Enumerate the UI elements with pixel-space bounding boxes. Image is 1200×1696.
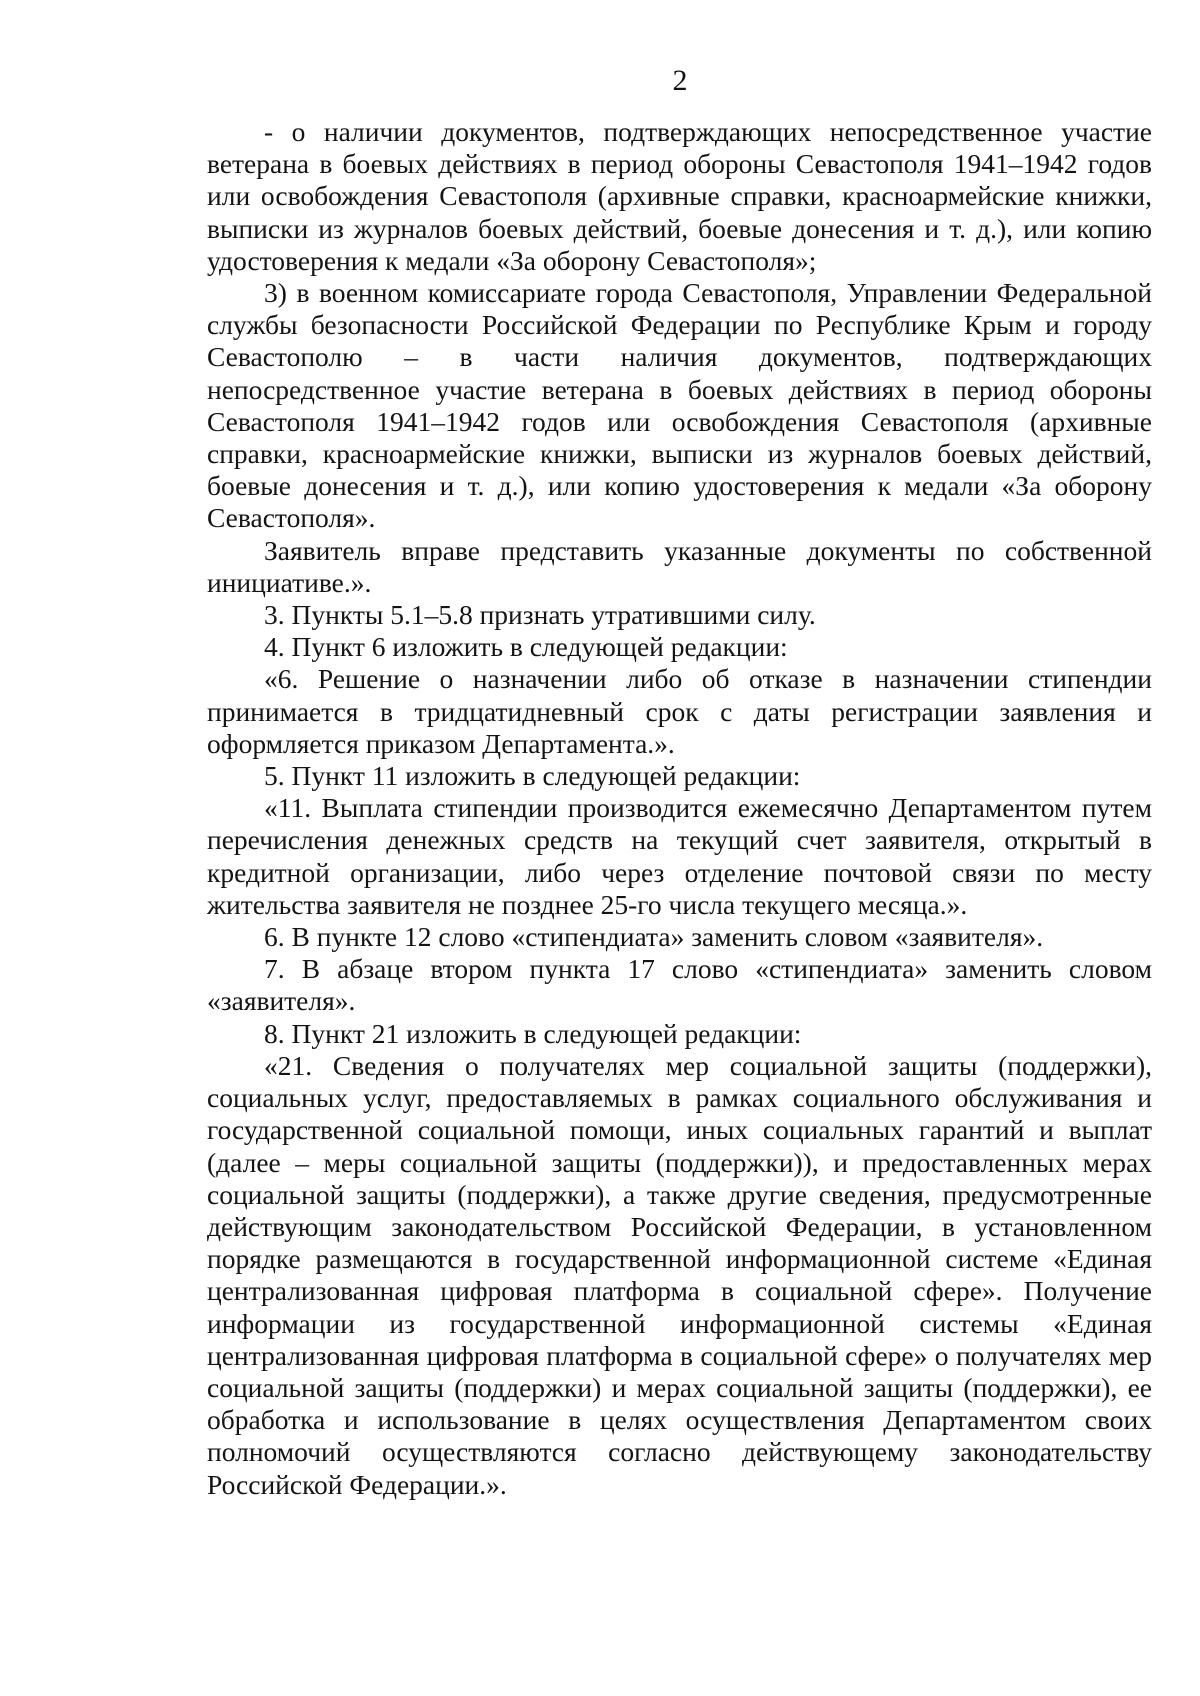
paragraph-item-7: 7. В абзаце втором пункта 17 слово «стипендиата» заменить словом «заявителя». — [207, 953, 1152, 1017]
paragraph-applicant-initiative: Заявитель вправе представить указанные документы по собственной инициативе.». — [207, 534, 1152, 598]
paragraph-quote-21: «21. Сведения о получателях мер социальной защиты (поддержки), социальных услуг, предоставляемых в рамках социального обслуживания и государственной социальной помощи, иных социальных гарантий и выплат (далее – меры социальной защиты (поддержки)), и предоставленных мерах социальной защиты (поддержки), а также другие сведения, предусмотренные действующим законодательством Российской Федерации, в установленном порядке размещаются в государственной информационной системе «Единая централизованная цифровая платформа в социальной сфере». Получение информации из государственной информационной системы «Единая централизованная цифровая платформа в социальной сфере» о получателях мер социальной защиты (поддержки) и мерах социальной защиты (поддержки), ее обработка и использование в целях осуществления Департаментом своих полномочий осуществляются согласно действующему законодательству Российской Федерации.». — [207, 1049, 1152, 1500]
paragraph-item-6: 6. В пункте 12 слово «стипендиата» заменить словом «заявителя». — [264, 921, 1044, 953]
document-body — [207, 116, 1152, 1501]
paragraph-documents-list-item: - о наличии документов, подтверждающих непосредственное участие ветерана в боевых действиях в период обороны Севастополя 1941–1942 годов или освобождения Севастополя (архивные справки, красноармейские книжки, выписки из журналов боевых действий, боевые донесения и т. д.), или копию удостоверения к медали «За оборону Севастополя»; — [207, 116, 1152, 276]
paragraph-item-3: 3. Пункты 5.1–5.8 признать утратившими силу. — [264, 599, 816, 631]
paragraph-military-commissariat: 3) в военном комиссариате города Севастополя, Управлении Федеральной службы безопасности Российской Федерации по Республике Крым и городу Севастополю – в части наличия документов, подтверждающих непосредственное участие ветерана в боевых действиях в период обороны Севастополя 1941–1942 годов или освобождения Севастополя (архивные справки, красноармейские книжки, выписки из журналов боевых действий, боевые донесения и т. д.), или копию удостоверения к медали «За оборону Севастополя». — [207, 277, 1152, 534]
page-number: 2 — [672, 64, 688, 97]
paragraph-item-8: 8. Пункт 21 изложить в следующей редакции: — [264, 1017, 802, 1049]
paragraph-quote-11: «11. Выплата стипендии производится ежемесячно Департаментом путем перечисления денежных средств на текущий счет заявителя, открытый в кредитной организации, либо через отделение почтовой связи по месту жительства заявителя не позднее 25-го числа текущего месяца.». — [207, 792, 1152, 920]
paragraph-item-5: 5. Пункт 11 изложить в следующей редакции: — [264, 760, 801, 792]
paragraph-item-4: 4. Пункт 6 изложить в следующей редакции: — [264, 631, 788, 663]
paragraph-quote-6: «6. Решение о назначении либо об отказе в назначении стипендии принимается в тридцатидневный срок с даты регистрации заявления и оформляется приказом Департамента.». — [207, 663, 1152, 759]
